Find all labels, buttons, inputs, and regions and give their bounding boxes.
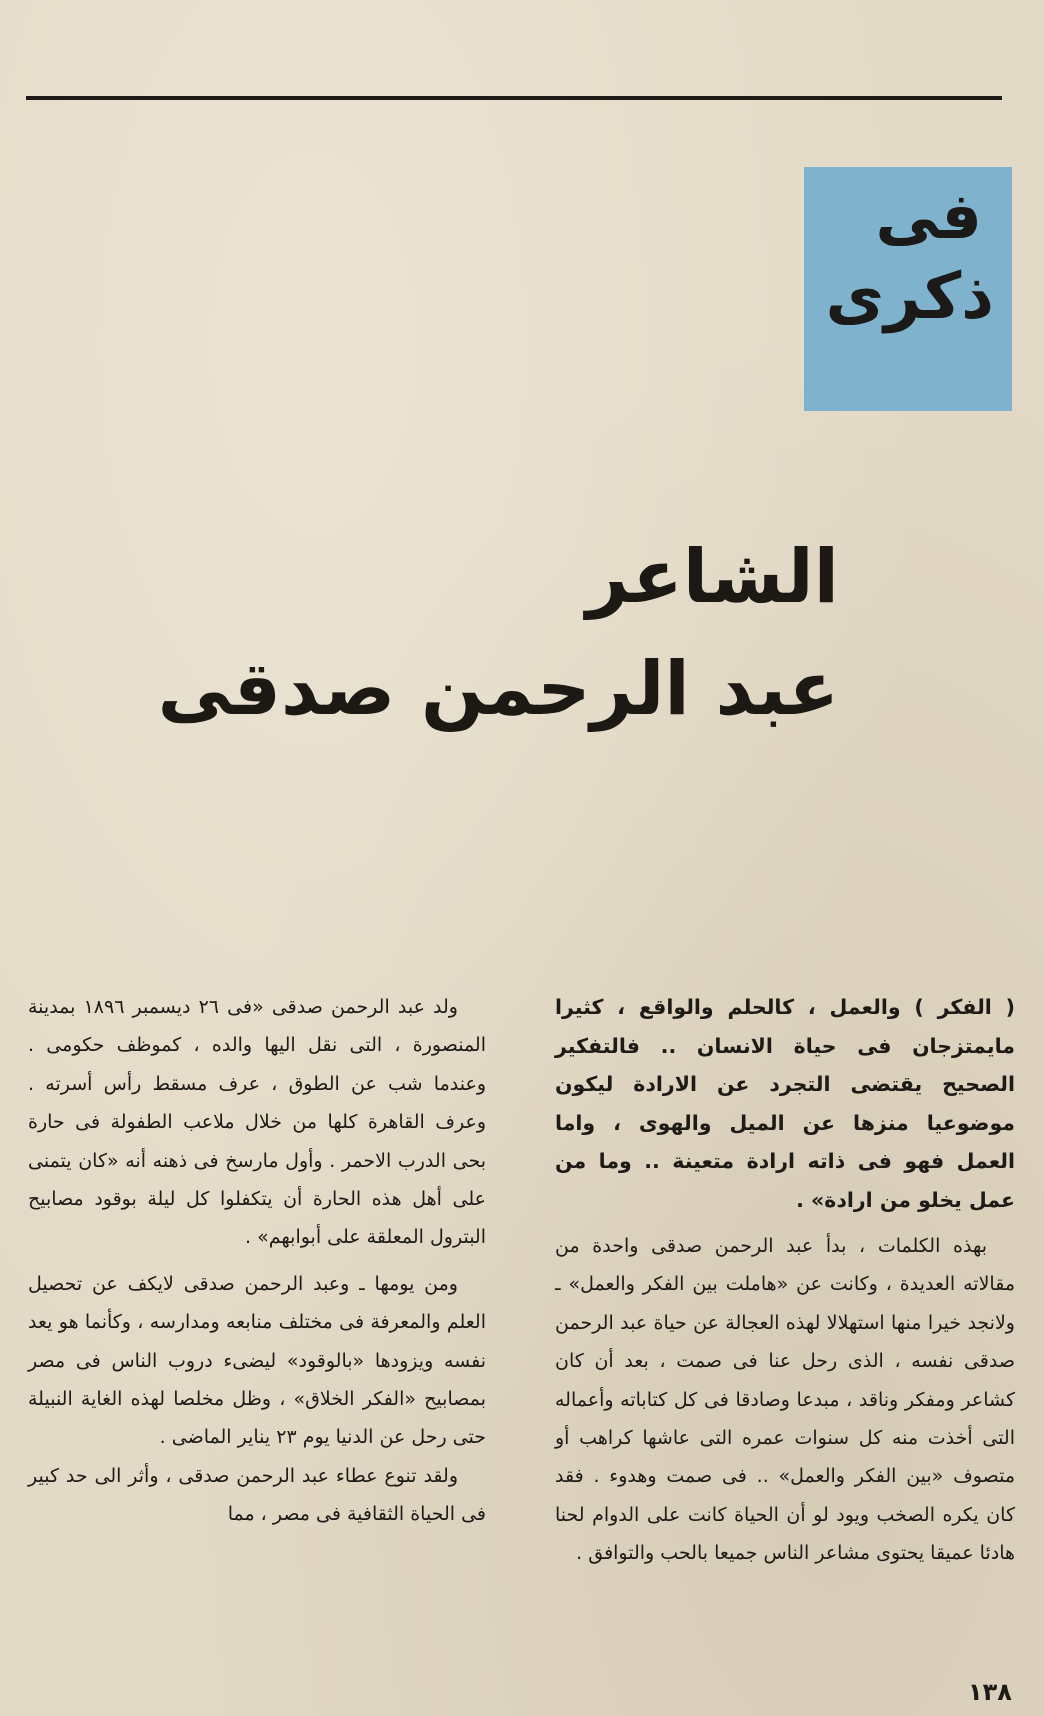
memory-label-line-2: ذكرى (825, 260, 994, 334)
left-text-column (28, 988, 486, 1534)
opening-quote: ( الفكر ) والعمل ، كالحلم والواقع ، كثيرا مايمتزجان فى حياة الانسان .. فالتفكير الصحيح يقتضى التجرد عن الارادة ليكون موضوعيا منزها عن الميل والهوى ، واما العمل فهو فى ذاته ارادة متعينة .. وما من عمل يخلو من ارادة» . (555, 995, 1015, 1212)
memory-label-line-1: فى (875, 180, 982, 254)
body-paragraph: ولد عبد الرحمن صدقى «فى ٢٦ ديسمبر ١٨٩٦ بمدينة المنصورة ، التى نقل اليها والده ، كموظف حكومى . وعندما شب عن الطوق ، عرف مسقط رأس أسرته . وعرف القاهرة كلها من خلال ملاعب الطفولة فى حارة بحى الدرب الاحمر . وأول مارسخ فى ذهنه أنه «كان يتمنى على أهل هذه الحارة أن يتكفلوا كل ليلة بوقود مصابيح البترول المعلقة على أبوابهم» . (28, 996, 486, 1249)
body-paragraph: ولقد تنوع عطاء عبد الرحمن صدقى ، وأثر الى حد كبير فى الحياة الثقافية فى مصر ، مما (28, 1464, 486, 1526)
in-memory-box (804, 167, 1012, 411)
article-title-line-1: الشاعر (586, 534, 839, 620)
body-paragraph: بهذه الكلمات ، بدأ عبد الرحمن صدقى واحدة من مقالاته العديدة ، وكانت عن «هاملت بين الفكر والعمل» ـ ولانجد خيرا منها استهلالا لهذه العجالة عن حياة عبد الرحمن صدقى نفسه ، الذى رحل عنا فى صمت ، بعد أن كان كشاعر ومفكر وناقد ، مبدعا وصادقا فى كل كتاباته وأعماله التى أخذت منه كل سنوات عمره التى عاشها كراهب أو متصوف «بين الفكر والعمل» .. فى صمت وهدوء . فقد كان يكره الصخب ويود لو أن الحياة كانت على الدوام لحنا هادئا عميقا يحتوى مشاعر الناس جميعا بالحب والتوافق . (555, 1235, 1015, 1565)
top-rule (26, 96, 1002, 100)
right-text-column (555, 988, 1015, 1573)
article-title-line-2: عبد الرحمن صدقى (157, 646, 839, 732)
body-paragraph: ومن يومها ـ وعبد الرحمن صدقى لايكف عن تحصيل العلم والمعرفة فى مختلف منابعه ومدارسه ، وكأنما هو يعد نفسه ويزودها «بالوقود» ليضىء دروب الناس فى مصر بمصابيح «الفكر الخلاق» ، وظل مخلصا لهذه الغاية النبيلة حتى رحل عن الدنيا يوم ٢٣ يناير الماضى . (28, 1272, 486, 1449)
page-number: ١٣٨ (968, 1678, 1012, 1706)
